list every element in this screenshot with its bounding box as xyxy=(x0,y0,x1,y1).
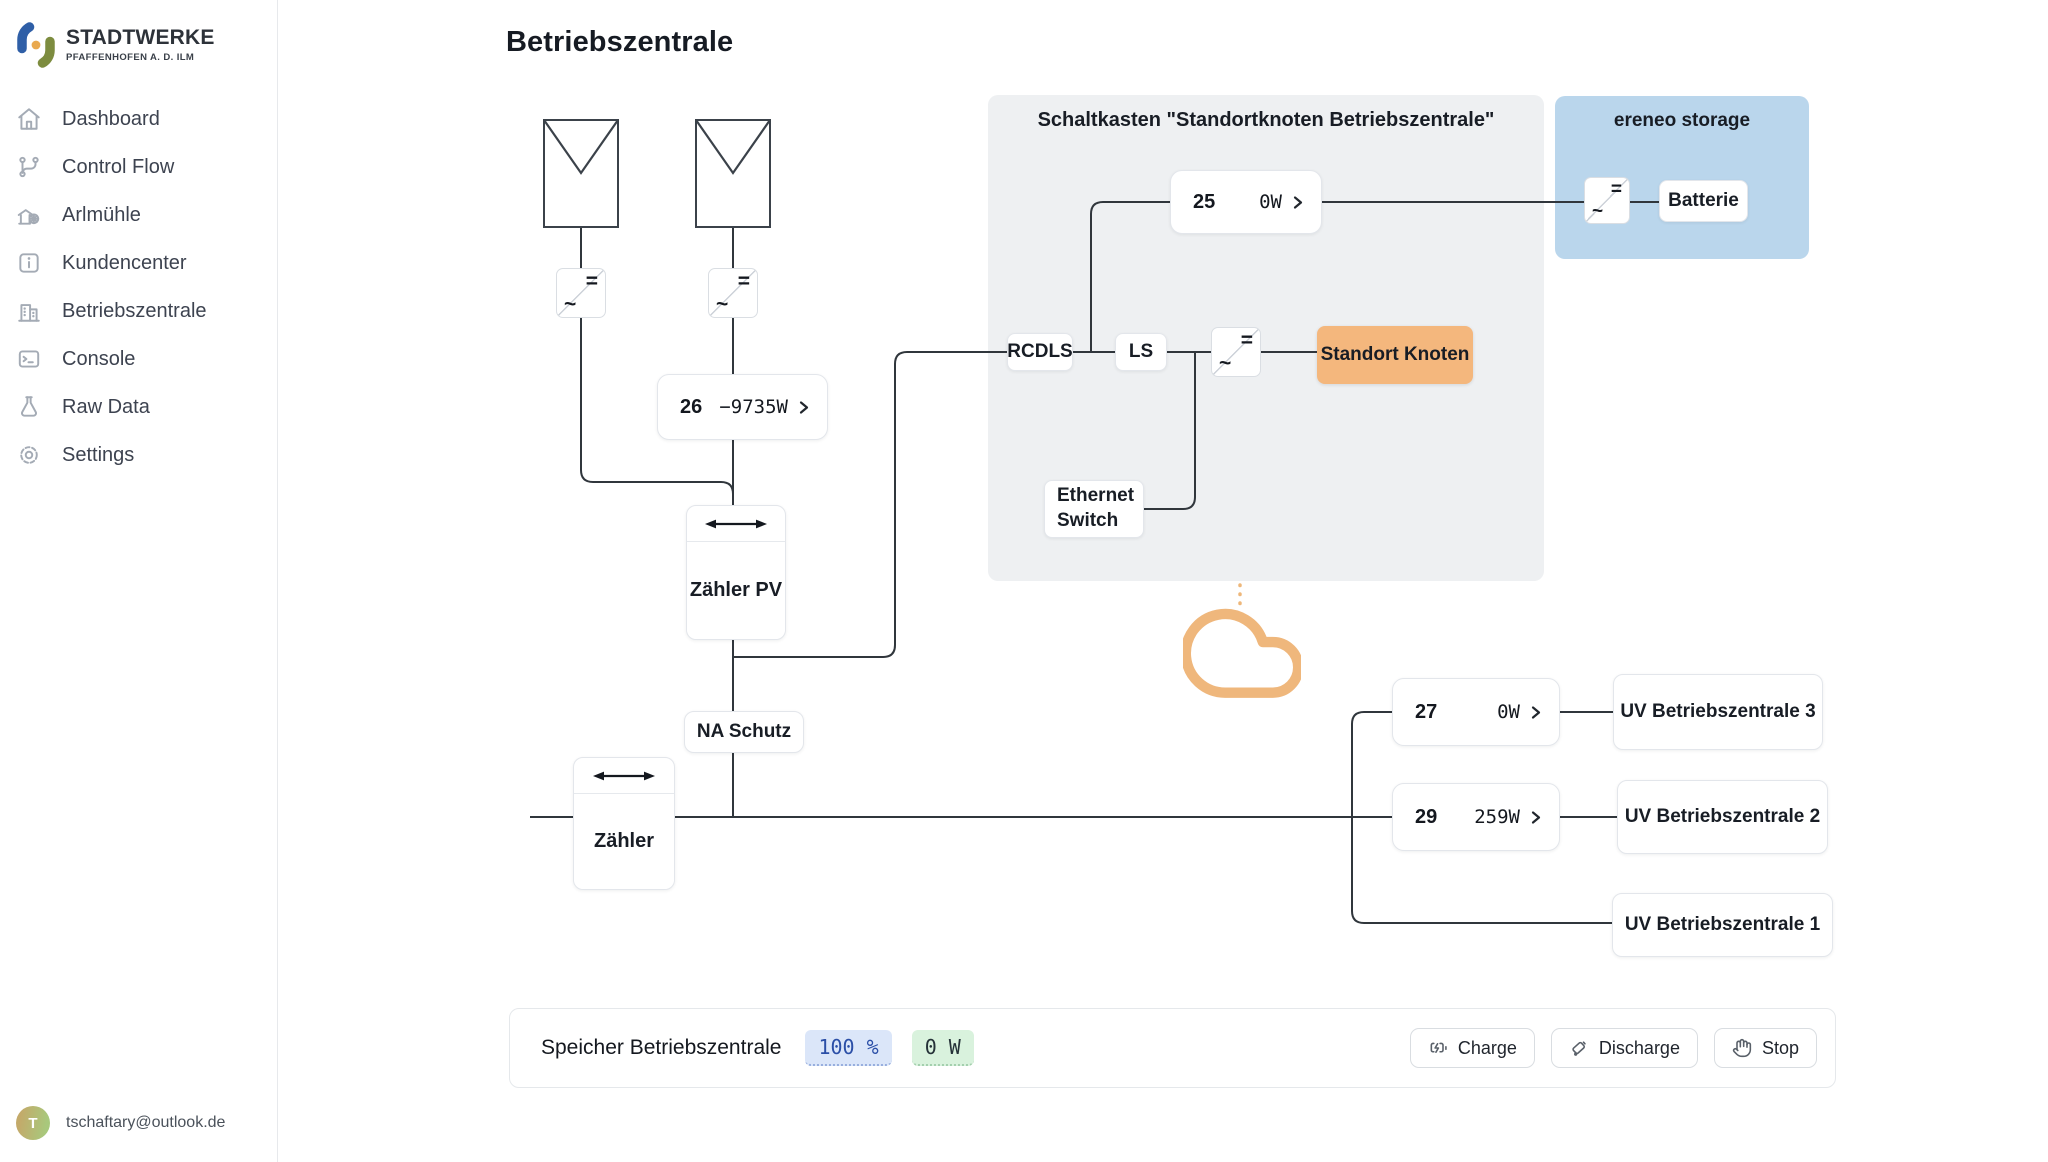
bidirectional-arrow-icon xyxy=(687,506,785,542)
cloud-icon xyxy=(1183,607,1301,703)
sidebar-nav xyxy=(0,95,277,479)
stop-button[interactable] xyxy=(1714,1028,1817,1068)
meter-power-value: 0W xyxy=(1259,191,1282,213)
chevron-right-icon xyxy=(1529,810,1543,825)
chevron-right-icon xyxy=(797,400,811,415)
inverter-icon xyxy=(708,268,758,318)
user-email: tschaftary@outlook.de xyxy=(66,1114,226,1131)
ac-symbol: ~ xyxy=(716,293,729,316)
sidebar-item-label: Control Flow xyxy=(62,155,175,178)
ethernet-switch-node[interactable]: Ethernet Switch xyxy=(1044,480,1144,538)
chevron-right-icon xyxy=(1291,195,1305,210)
meter-id: 27 xyxy=(1415,700,1438,723)
ac-symbol: ~ xyxy=(1219,352,1232,375)
charge-label: Charge xyxy=(1457,1037,1517,1058)
dc-symbol: = xyxy=(737,270,750,293)
storage-control-bar xyxy=(509,1008,1836,1088)
sidebar-item-label: Arlmühle xyxy=(62,203,141,226)
sidebar-item-label: Raw Data xyxy=(62,395,150,418)
mill-icon xyxy=(16,202,42,228)
zaehler-node[interactable] xyxy=(573,757,675,890)
logo-title: STADTWERKE xyxy=(66,26,215,50)
avatar: T xyxy=(16,1106,50,1140)
stop-label: Stop xyxy=(1761,1037,1799,1058)
meter-27[interactable] xyxy=(1392,678,1560,746)
logo-subtitle: PFAFFENHOFEN A. D. ILM xyxy=(66,51,195,63)
meter-power-value: 0W xyxy=(1497,701,1520,723)
meter-power-value: 259W xyxy=(1474,806,1520,828)
user-account[interactable] xyxy=(16,1106,225,1140)
battery-discharge-icon xyxy=(1569,1038,1589,1058)
terminal-icon xyxy=(16,346,42,372)
sidebar-item-label: Console xyxy=(62,347,136,370)
sidebar-item-kundencenter[interactable] xyxy=(0,239,277,287)
sidebar-item-label: Settings xyxy=(62,443,135,466)
sidebar-item-raw-data[interactable] xyxy=(0,383,277,431)
meter-id: 29 xyxy=(1415,805,1438,828)
sidebar xyxy=(0,0,278,1162)
ac-symbol: ~ xyxy=(564,293,577,316)
sidebar-item-settings[interactable] xyxy=(0,431,277,479)
rcdls-node[interactable]: RCDLS xyxy=(1007,333,1073,371)
dc-symbol: = xyxy=(1240,329,1253,352)
ereneo-storage-title: ereneo storage xyxy=(1613,110,1751,131)
stadtwerke-logo-icon xyxy=(16,22,56,68)
soc-badge: 100 % xyxy=(805,1030,891,1066)
meter-id: 26 xyxy=(680,395,703,418)
standort-knoten-node[interactable]: Standort Knoten xyxy=(1317,326,1473,384)
bidirectional-arrow-icon xyxy=(574,758,674,794)
flask-icon xyxy=(16,394,42,420)
flow-icon xyxy=(16,154,42,180)
meter-29[interactable] xyxy=(1392,783,1560,851)
hand-stop-icon xyxy=(1732,1038,1752,1058)
uv-betriebszentrale-1-node[interactable]: UV Betriebszentrale 1 xyxy=(1612,893,1833,957)
dc-symbol: = xyxy=(1610,179,1622,200)
sidebar-item-dashboard[interactable] xyxy=(0,95,277,143)
sidebar-item-console[interactable] xyxy=(0,335,277,383)
chevron-right-icon xyxy=(1529,705,1543,720)
battery-charging-icon xyxy=(1428,1038,1448,1058)
discharge-button[interactable] xyxy=(1551,1028,1698,1068)
meter-25[interactable] xyxy=(1170,170,1322,234)
meter-power-value: −9735W xyxy=(719,396,788,418)
storage-label: Speicher Betriebszentrale xyxy=(541,1036,782,1059)
solar-panel-icon xyxy=(695,119,771,228)
batterie-node[interactable]: Batterie xyxy=(1659,180,1748,222)
meter-id: 25 xyxy=(1193,190,1216,213)
solar-panel-icon xyxy=(543,119,619,228)
na-schutz-node[interactable]: NA Schutz xyxy=(684,711,804,753)
meter-26[interactable] xyxy=(657,374,828,440)
info-icon xyxy=(16,250,42,276)
node-label: Zähler xyxy=(574,794,674,889)
company-logo xyxy=(16,22,215,68)
charge-button[interactable] xyxy=(1410,1028,1535,1068)
home-icon xyxy=(16,106,42,132)
uv-betriebszentrale-2-node[interactable]: UV Betriebszentrale 2 xyxy=(1617,780,1828,854)
dc-symbol: = xyxy=(585,270,598,293)
inverter-icon xyxy=(1211,327,1261,377)
gear-icon xyxy=(16,442,42,468)
uv-betriebszentrale-3-node[interactable]: UV Betriebszentrale 3 xyxy=(1613,674,1823,750)
zaehler-pv-node[interactable] xyxy=(686,505,786,640)
sidebar-item-betriebszentrale[interactable] xyxy=(0,287,277,335)
page-title: Betriebszentrale xyxy=(506,26,734,58)
power-badge: 0 W xyxy=(912,1030,974,1066)
sidebar-item-label: Betriebszentrale xyxy=(62,299,207,322)
inverter-icon xyxy=(1584,177,1630,224)
schaltkasten-title: Schaltkasten "Standortknoten Betriebszentrale" xyxy=(1037,109,1495,131)
ac-symbol: ~ xyxy=(1592,201,1604,222)
node-label: Zähler PV xyxy=(687,542,785,639)
discharge-label: Discharge xyxy=(1598,1037,1680,1058)
sidebar-item-control-flow[interactable] xyxy=(0,143,277,191)
sidebar-item-label: Kundencenter xyxy=(62,251,187,274)
buildings-icon xyxy=(16,298,42,324)
sidebar-item-arlmuehle[interactable] xyxy=(0,191,277,239)
ls-node[interactable]: LS xyxy=(1115,333,1167,371)
sidebar-item-label: Dashboard xyxy=(62,107,160,130)
inverter-icon xyxy=(556,268,606,318)
